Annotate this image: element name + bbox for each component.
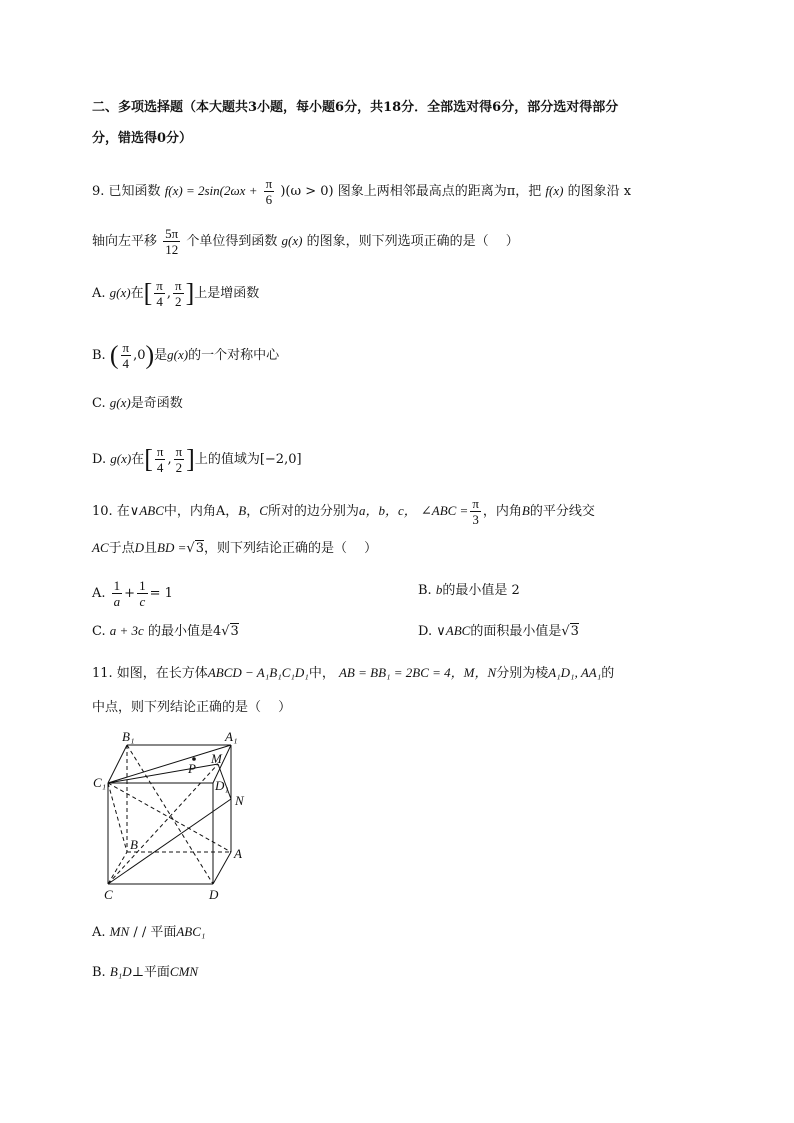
option-label: B. [418, 583, 432, 598]
hidden-edge-cb [108, 852, 127, 884]
q10-text: 中，内角A， [163, 504, 239, 519]
option-sqrt: 3 [570, 624, 579, 639]
label-b1: B₁ [122, 729, 135, 744]
q10-text: 所对的边分别为 [267, 504, 359, 519]
q10-text: 于点 [108, 541, 135, 556]
q9-option-d[interactable]: D. g(x)在[ $\frac{\pi}{4}$ , $\frac{\pi}{2}$ ]上的值域为[−2,0] [92, 444, 302, 475]
option-text: + [124, 586, 136, 601]
q9-text: 9. 已知函数 [92, 184, 161, 199]
cuboid-figure [92, 727, 262, 907]
option-text: 的最小值是 [147, 624, 213, 639]
option-fraction: $\frac{\pi}{4}$ [156, 278, 163, 309]
option-text: 是 [154, 348, 168, 363]
option-fraction: $\frac{1}{a}$ [113, 578, 121, 609]
option-label: D. [92, 452, 107, 467]
option-function: g(x) [109, 395, 131, 410]
q10-var: D [134, 540, 145, 555]
right-paren: ) [145, 340, 155, 370]
q9-option-a[interactable]: A. g(x)在[ $\frac{\pi}{4}$ , $\frac{\pi}{2}$ ]上是增函数 [92, 278, 260, 309]
q10-sides: a，b，c， [358, 503, 417, 518]
option-label: C. [92, 624, 106, 639]
q10-text: 且 [144, 541, 158, 556]
q9-text: 的图象沿 x [567, 184, 632, 199]
label-p: P [188, 761, 196, 776]
q10-angle-fraction: $\frac{\pi}{3}$ [472, 496, 479, 527]
option-value: 4 [212, 624, 222, 639]
q10-option-b[interactable] [418, 580, 520, 601]
option-text: 上的值域为 [194, 452, 260, 467]
label-a1: A₁ [225, 729, 238, 744]
option-label: A. [92, 925, 106, 940]
left-paren: ( [109, 340, 119, 370]
label-m: M [211, 751, 222, 766]
option-function: g(x) [109, 285, 131, 300]
option-fraction: $\frac{\pi}{4}$ [156, 444, 164, 475]
option-function: g(x) [167, 347, 189, 362]
option-label: B. [92, 965, 106, 980]
option-text: 在 [130, 286, 144, 301]
option-text: ,0 [133, 348, 146, 363]
option-fraction: $\frac{1}{c}$ [139, 578, 146, 609]
q10-text: ，则下列结论正确的是（ ） [203, 541, 378, 556]
option-fraction: $\frac{\pi}{4}$ [122, 340, 130, 371]
q10-text: 10. 在∨ [92, 504, 140, 519]
q9-function: g(x) [281, 233, 303, 248]
q10-stem-line1 [92, 496, 595, 527]
option-plane: ABC₁ [176, 924, 206, 939]
option-text: 是奇函数 [130, 396, 183, 411]
q9-text: 个单位得到函数 [186, 234, 278, 249]
q10-text: 的平分线交 [529, 504, 595, 519]
q10-text: ， [246, 504, 260, 519]
option-var: MN [109, 924, 130, 939]
q10-text: ，内角 [482, 504, 522, 519]
q11-text: 分别为棱 [496, 666, 549, 681]
q9-stem-line2 [92, 226, 519, 257]
section-title-line2: 分，错选得0分） [92, 131, 193, 146]
option-label: B. [92, 348, 106, 363]
option-label: A. [92, 586, 106, 601]
edge-da [213, 852, 231, 884]
q11-edges: A₁D₁, AA₁ [548, 665, 602, 680]
option-sqrt: 3 [230, 624, 239, 639]
q11-text: 中， [308, 666, 335, 681]
section-title-line1: 二、多项选择题（本大题共3小题，每小题6分，共18分．全部选对得6分，部分选对得部分 [92, 100, 619, 115]
edge-c1b1 [108, 745, 127, 783]
label-d1: D₁ [215, 778, 229, 793]
q11-equation: AB = BB₁ = 2BC = 4，M，N [338, 665, 497, 680]
hidden-diag-b1d [127, 745, 213, 884]
q11-text: 的 [601, 666, 615, 681]
q11-solid: ABCD − A₁B₁C₁D₁ [207, 665, 309, 680]
option-text: 上是增函数 [194, 286, 260, 301]
label-b: B [130, 837, 138, 852]
label-n: N [235, 793, 244, 808]
segment-c1m [108, 764, 218, 783]
option-triangle: ABC [445, 623, 471, 638]
option-label: A. [92, 286, 106, 301]
q10-stem-line2: AC于点D且BD =√3，则下列结论正确的是（ ） [92, 540, 378, 556]
q10-triangle: ABC [139, 503, 164, 518]
q9-stem-line1 [92, 176, 631, 207]
q10-option-c[interactable]: C. a + 3c 的最小值是4√3 [92, 623, 239, 639]
option-function: g(x) [110, 451, 132, 466]
q9-option-b[interactable] [92, 340, 279, 371]
q10-option-d[interactable]: D. ∨ABC的面积最小值是√3 [418, 623, 579, 639]
q11-option-b[interactable] [92, 962, 198, 983]
label-c: C [104, 887, 113, 902]
option-text: 的面积最小值是 [470, 624, 562, 639]
option-text: 在 [131, 452, 145, 467]
right-bracket: ] [185, 278, 195, 308]
option-fraction: $\frac{\pi}{2}$ [175, 278, 182, 309]
q9-option-c[interactable] [92, 393, 183, 414]
q9-function: f(x) = 2sin(2ωx + [164, 183, 258, 198]
q10-option-a[interactable] [92, 578, 173, 609]
option-text: / / 平面 [133, 925, 177, 940]
option-text: 的一个对称中心 [188, 348, 280, 363]
q10-var: B [238, 503, 247, 518]
option-label: D. [418, 624, 433, 639]
q11-stem-line1 [92, 663, 614, 684]
left-bracket: [ [143, 278, 153, 308]
q9-function: f(x) [545, 183, 564, 198]
option-plane: CMN [169, 964, 199, 979]
q10-var: AC [92, 540, 109, 555]
option-var: B₁D [109, 964, 132, 979]
option-expr: a + 3c [109, 623, 144, 638]
q9-text: 的图象，则下列选项正确的是（ ） [306, 234, 519, 249]
q10-var: C [259, 503, 268, 518]
label-c1: C₁ [93, 775, 107, 790]
option-text: = 1 [149, 586, 173, 601]
q9-text: )(ω > 0) 图象上两相邻最高点的距离为π，把 [280, 184, 542, 199]
label-d: D [209, 887, 219, 902]
q11-stem-line2: 中点，则下列结论正确的是（ ） [92, 700, 292, 715]
q10-angle: ∠ABC = [420, 503, 469, 518]
hidden-c1b [108, 783, 127, 852]
q9-fraction: $\frac{\pi}{6}$ [265, 176, 273, 207]
option-text: ∨ [436, 624, 446, 639]
q10-var: B [521, 503, 530, 518]
q10-var: BD = [157, 540, 187, 555]
option-range: [−2,0] [259, 452, 302, 467]
q11-text: 11. 如图，在长方体 [92, 666, 208, 681]
q9-shift-fraction: $\frac{5\pi}{12}$ [165, 226, 179, 257]
option-fraction: $\frac{\pi}{2}$ [175, 444, 183, 475]
option-var: b [435, 582, 443, 597]
q9-text: 轴向左平移 [92, 234, 158, 249]
right-bracket: ] [186, 444, 195, 474]
label-a: A [234, 846, 242, 861]
option-text: 的最小值是 2 [442, 583, 520, 598]
left-bracket: [ [144, 444, 153, 474]
option-label: C. [92, 396, 106, 411]
q10-sqrt: 3 [195, 541, 204, 556]
option-text: ⊥平面 [131, 965, 170, 980]
q11-option-a[interactable] [92, 922, 205, 943]
